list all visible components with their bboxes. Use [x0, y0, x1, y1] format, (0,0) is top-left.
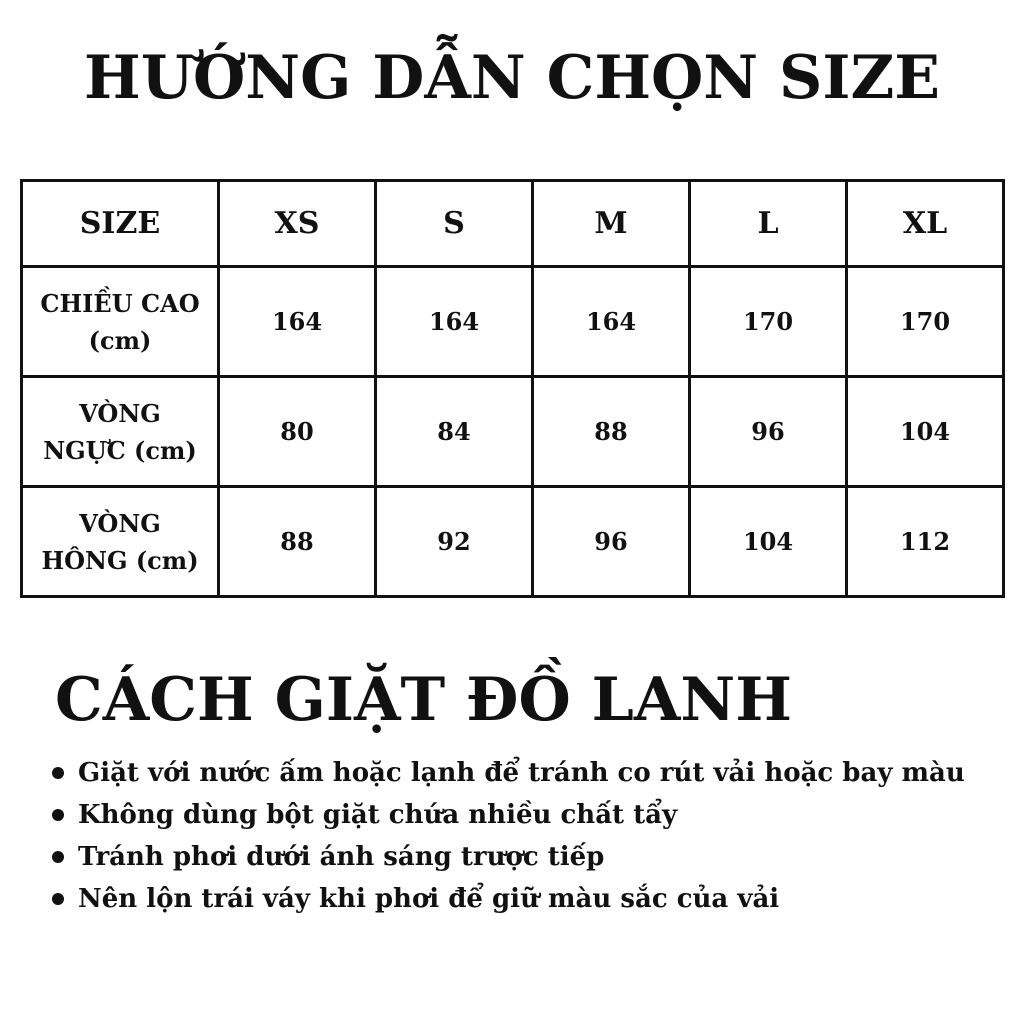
header-size-xl: XL	[847, 181, 1004, 267]
table-cell: 112	[847, 487, 1004, 597]
list-item	[46, 794, 986, 836]
bullet-dot-icon	[52, 767, 64, 779]
table-cell: 96	[533, 487, 690, 597]
table-cell: 88	[533, 377, 690, 487]
header-size-m: M	[533, 181, 690, 267]
table-cell: 164	[376, 267, 533, 377]
row-label-line2: (cm)	[88, 325, 152, 355]
care-item-text: Giặt với nước ấm hoặc lạnh để tránh co rút vải hoặc bay màu	[78, 758, 965, 788]
table-cell: 164	[533, 267, 690, 377]
bullet-dot-icon	[52, 809, 64, 821]
row-label-line2: NGỰC (cm)	[43, 435, 197, 465]
table-cell: 164	[219, 267, 376, 377]
bullet-dot-icon	[52, 893, 64, 905]
care-item-text: Không dùng bột giặt chứa nhiều chất tẩy	[78, 800, 678, 830]
row-label-hip	[22, 487, 219, 597]
list-item	[46, 836, 986, 878]
table-cell: 104	[847, 377, 1004, 487]
table-cell: 88	[219, 487, 376, 597]
table-cell: 84	[376, 377, 533, 487]
page-title: HƯỚNG DẪN CHỌN SIZE	[84, 43, 940, 113]
bullet-dot-icon	[52, 851, 64, 863]
row-label-chest	[22, 377, 219, 487]
table-header-row	[22, 181, 1004, 267]
row-label-height	[22, 267, 219, 377]
table-cell: 170	[690, 267, 847, 377]
list-item	[46, 878, 986, 920]
table-cell: 92	[376, 487, 533, 597]
row-label-line1: CHIỀU CAO	[40, 288, 200, 318]
care-item-text: Tránh phơi dưới ánh sáng trược tiếp	[78, 842, 605, 872]
row-label-line1: VÒNG	[79, 398, 161, 428]
header-size-xs: XS	[219, 181, 376, 267]
row-label-line1: VÒNG	[79, 508, 161, 538]
list-item	[46, 752, 986, 794]
header-size-label: SIZE	[22, 181, 219, 267]
table-cell: 96	[690, 377, 847, 487]
header-size-l: L	[690, 181, 847, 267]
row-label-line2: HÔNG (cm)	[41, 545, 199, 575]
care-section-title: CÁCH GIẶT ĐỒ LANH	[55, 665, 792, 735]
table-cell: 104	[690, 487, 847, 597]
size-chart-table	[20, 179, 1005, 598]
care-item-text: Nên lộn trái váy khi phơi để giữ màu sắc của vải	[78, 884, 780, 914]
care-instructions-list	[46, 752, 986, 920]
table-cell: 170	[847, 267, 1004, 377]
table-row-chest	[22, 377, 1004, 487]
table-row-hip	[22, 487, 1004, 597]
table-row-height	[22, 267, 1004, 377]
header-size-s: S	[376, 181, 533, 267]
table-cell: 80	[219, 377, 376, 487]
